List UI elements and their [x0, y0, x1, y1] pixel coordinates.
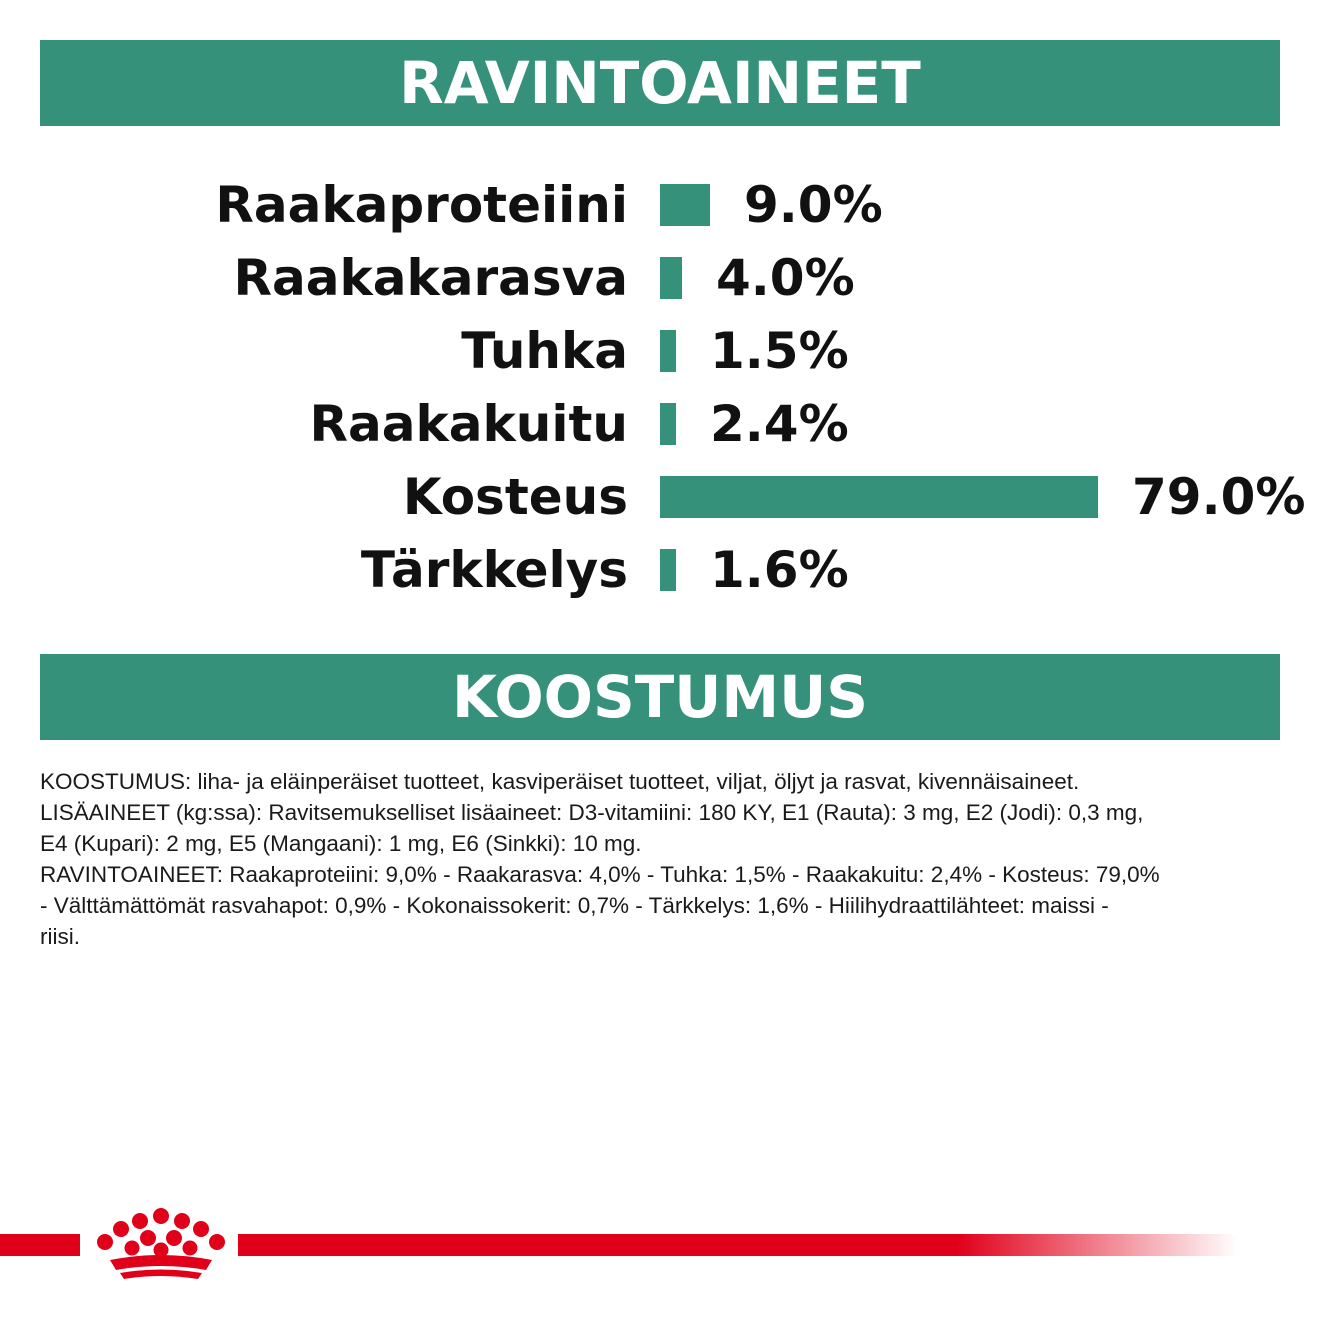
footer-red-line-right: [238, 1234, 1238, 1256]
footer-red-line-left: [0, 1234, 80, 1256]
chart-value-label: 1.5%: [710, 322, 849, 380]
chart-row: [0, 394, 1320, 454]
crown-logo-icon: [92, 1206, 230, 1284]
chart-row: [0, 321, 1320, 381]
chart-bar: [660, 257, 682, 299]
chart-value-label: 79.0%: [1132, 468, 1306, 526]
chart-bar: [660, 549, 676, 591]
chart-row: [0, 248, 1320, 308]
composition-title: KOOSTUMUS: [452, 663, 868, 731]
nutrients-header: [40, 40, 1280, 126]
composition-line: KOOSTUMUS: liha- ja eläinperäiset tuotteet, kasviperäiset tuotteet, viljat, öljyt ja rasvat, kivennäisaineet.: [40, 769, 1080, 794]
composition-line: E4 (Kupari): 2 mg, E5 (Mangaani): 1 mg, E6 (Sinkki): 10 mg.: [40, 831, 642, 856]
chart-value-label: 2.4%: [710, 395, 849, 453]
chart-category-label: Raakakarasva: [233, 249, 628, 307]
chart-bar: [660, 330, 676, 372]
chart-category-label: Raakakuitu: [309, 395, 628, 453]
composition-text: [40, 766, 1290, 952]
composition-line: LISÄAINEET (kg:ssa): Ravitsemukselliset lisäaineet: D3-vitamiini: 180 KY, E1 (Rauta): 3 mg, E2 (Jodi): 0,3 mg,: [40, 800, 1144, 825]
chart-row: [0, 540, 1320, 600]
chart-category-label: Tuhka: [461, 322, 628, 380]
composition-line: riisi.: [40, 924, 80, 949]
chart-category-label: Kosteus: [402, 468, 628, 526]
chart-category-label: Raakaproteiini: [215, 176, 628, 234]
nutrients-title: RAVINTOAINEET: [399, 49, 921, 117]
chart-row: [0, 175, 1320, 235]
composition-line: RAVINTOAINEET: Raakaproteiini: 9,0% - Raakarasva: 4,0% - Tuhka: 1,5% - Raakakuitu: 2,4% - Kosteus: 79,0%: [40, 862, 1160, 887]
chart-value-label: 9.0%: [744, 176, 883, 234]
nutrient-bar-chart: [0, 160, 1320, 620]
chart-bar: [660, 476, 1098, 518]
chart-value-label: 1.6%: [710, 541, 849, 599]
chart-bar: [660, 184, 710, 226]
chart-bar: [660, 403, 676, 445]
chart-category-label: Tärkkelys: [360, 541, 628, 599]
chart-value-label: 4.0%: [716, 249, 855, 307]
chart-row: [0, 467, 1320, 527]
composition-header: [40, 654, 1280, 740]
composition-line: - Välttämättömät rasvahapot: 0,9% - Kokonaissokerit: 0,7% - Tärkkelys: 1,6% - Hiilihydraattilähteet: maissi -: [40, 893, 1109, 918]
